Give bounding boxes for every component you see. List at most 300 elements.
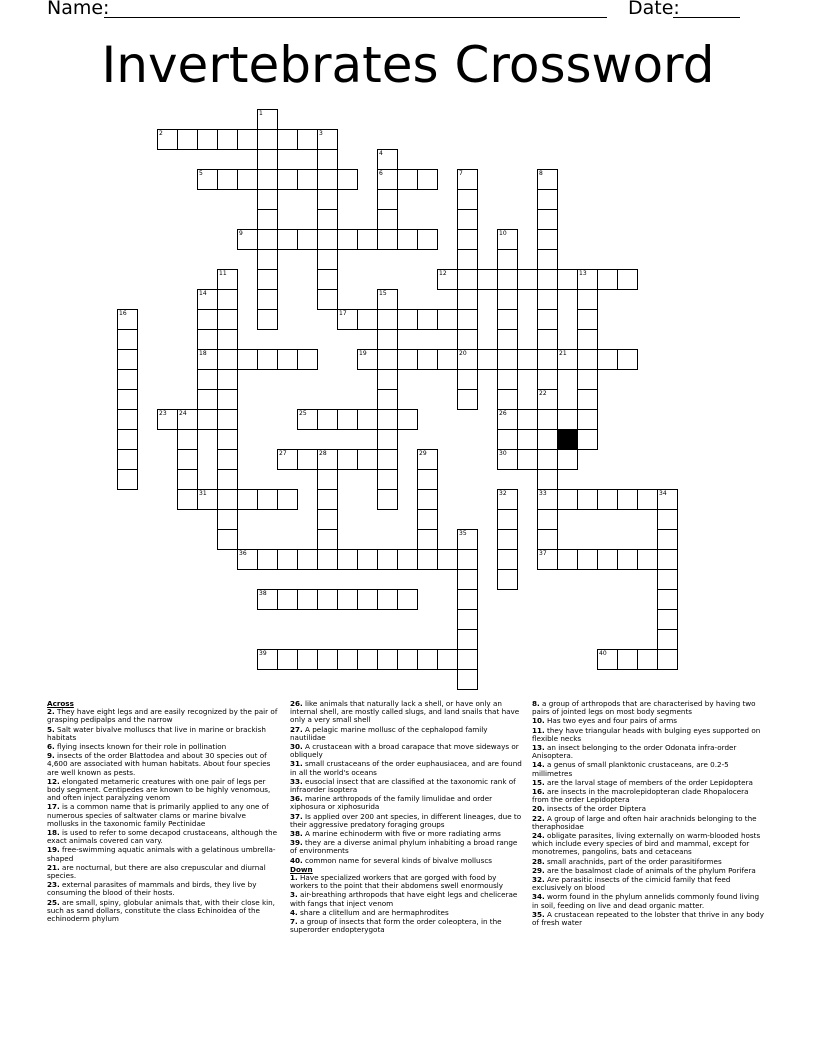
crossword-cell[interactable] (497, 449, 518, 470)
crossword-cell[interactable] (317, 269, 338, 290)
puzzle-title: Invertebrates Crossword (101, 36, 715, 94)
crossword-cell[interactable] (177, 489, 198, 510)
crossword-cell[interactable] (317, 509, 338, 530)
crossword-cell[interactable] (657, 649, 678, 670)
crossword-cell[interactable] (177, 449, 198, 470)
crossword-cell[interactable] (657, 569, 678, 590)
crossword-cell[interactable] (197, 329, 218, 350)
crossword-cell[interactable] (577, 549, 598, 570)
crossword-cell[interactable] (597, 489, 618, 510)
crossword-cell[interactable] (457, 269, 478, 290)
crossword-cell[interactable] (457, 169, 478, 190)
clue-item (290, 813, 522, 829)
crossword-cell[interactable] (537, 429, 558, 450)
crossword-cell[interactable] (457, 369, 478, 390)
crossword-cell[interactable] (437, 549, 458, 570)
crossword-cell[interactable] (217, 369, 238, 390)
crossword-cell[interactable] (377, 489, 398, 510)
crossword-cell[interactable] (537, 329, 558, 350)
crossword-cell[interactable] (297, 649, 318, 670)
crossword-cell[interactable] (157, 409, 178, 430)
crossword-cell[interactable] (417, 229, 438, 250)
clue-item (47, 803, 279, 828)
crossword-cell[interactable] (257, 109, 278, 130)
crossword-cell[interactable] (457, 629, 478, 650)
crossword-cell[interactable] (557, 349, 578, 370)
crossword-cell[interactable] (377, 589, 398, 610)
crossword-cell[interactable] (217, 389, 238, 410)
crossword-cell[interactable] (237, 229, 258, 250)
crossword-cell[interactable] (297, 169, 318, 190)
crossword-cell[interactable] (637, 649, 658, 670)
crossword-cell[interactable] (537, 349, 558, 370)
crossword-cell[interactable] (497, 349, 518, 370)
crossword-cell[interactable] (457, 389, 478, 410)
crossword-cell[interactable] (537, 549, 558, 570)
crossword-cell[interactable] (317, 129, 338, 150)
crossword-cell[interactable] (297, 589, 318, 610)
crossword-cell[interactable] (457, 529, 478, 550)
crossword-cell[interactable] (417, 529, 438, 550)
clue-number: 13 (579, 270, 587, 277)
crossword-cell[interactable] (237, 349, 258, 370)
crossword-cell[interactable] (217, 529, 238, 550)
crossword-cell[interactable] (357, 409, 378, 430)
crossword-cell[interactable] (377, 149, 398, 170)
crossword-cell[interactable] (617, 549, 638, 570)
crossword-cell[interactable] (337, 549, 358, 570)
crossword-cell[interactable] (157, 129, 178, 150)
crossword-cell[interactable] (277, 449, 298, 470)
crossword-cell[interactable] (657, 549, 678, 570)
crossword-cell[interactable] (357, 309, 378, 330)
crossword-cell[interactable] (197, 169, 218, 190)
crossword-cell[interactable] (217, 269, 238, 290)
crossword-cell[interactable] (517, 349, 538, 370)
crossword-cell[interactable] (557, 489, 578, 510)
crossword-cell[interactable] (277, 549, 298, 570)
crossword-cell[interactable] (517, 409, 538, 430)
crossword-cell[interactable] (397, 169, 418, 190)
clue-item (47, 743, 279, 751)
crossword-cell[interactable] (457, 609, 478, 630)
crossword-cell[interactable] (497, 389, 518, 410)
crossword-cell[interactable] (497, 309, 518, 330)
clue-number: 37 (539, 550, 547, 557)
crossword-cell[interactable] (597, 649, 618, 670)
crossword-cell[interactable] (357, 349, 378, 370)
crossword-cell[interactable] (557, 549, 578, 570)
crossword-cell[interactable] (117, 329, 138, 350)
crossword-cell[interactable] (537, 489, 558, 510)
crossword-cell[interactable] (377, 429, 398, 450)
crossword-cell[interactable] (457, 549, 478, 570)
crossword-cell[interactable] (597, 549, 618, 570)
crossword-cell[interactable] (417, 309, 438, 330)
crossword-cell[interactable] (117, 449, 138, 470)
crossword-cell[interactable] (317, 549, 338, 570)
crossword-cell[interactable] (437, 269, 458, 290)
crossword-cell[interactable] (117, 429, 138, 450)
clue-item-number: 34. (532, 892, 545, 902)
crossword-cell[interactable] (237, 549, 258, 570)
crossword-cell[interactable] (497, 549, 518, 570)
clue-column-2 (290, 700, 522, 935)
crossword-cell[interactable] (637, 489, 658, 510)
crossword-cell[interactable] (217, 329, 238, 350)
crossword-cell[interactable] (617, 269, 638, 290)
crossword-cell[interactable] (557, 409, 578, 430)
crossword-cell[interactable] (377, 369, 398, 390)
crossword-cell[interactable] (257, 489, 278, 510)
clue-item-number: 32. (532, 875, 545, 885)
crossword-cell[interactable] (477, 269, 498, 290)
crossword-cell[interactable] (497, 249, 518, 270)
clue-item-number: 39. (290, 838, 303, 848)
crossword-cell[interactable] (257, 169, 278, 190)
clue-item-text: small crustaceans of the order euphausiacea, and are found in all the world's oceans (290, 759, 522, 777)
crossword-cell[interactable] (297, 549, 318, 570)
crossword-cell[interactable] (537, 409, 558, 430)
clue-item (532, 858, 764, 866)
clue-item-text: A crustacean repeated to the lobster that thrive in any body of fresh water (532, 909, 765, 928)
crossword-cell[interactable] (117, 309, 138, 330)
crossword-cell[interactable] (577, 289, 598, 310)
crossword-cell[interactable] (657, 529, 678, 550)
crossword-cell[interactable] (657, 629, 678, 650)
crossword-cell[interactable] (377, 409, 398, 430)
crossword-cell[interactable] (217, 429, 238, 450)
crossword-cell[interactable] (337, 589, 358, 610)
crossword-cell[interactable] (457, 229, 478, 250)
crossword-cell[interactable] (477, 349, 498, 370)
crossword-cell[interactable] (277, 649, 298, 670)
crossword-cell[interactable] (317, 189, 338, 210)
crossword-cell[interactable] (657, 489, 678, 510)
crossword-cell[interactable] (297, 129, 318, 150)
clue-item (290, 909, 522, 917)
crossword-cell[interactable] (357, 229, 378, 250)
clue-item-number: 37. (290, 811, 303, 821)
crossword-cell[interactable] (257, 249, 278, 270)
crossword-cell[interactable] (257, 229, 278, 250)
crossword-cell[interactable] (277, 229, 298, 250)
crossword-cell[interactable] (277, 589, 298, 610)
crossword-cell[interactable] (517, 269, 538, 290)
crossword-cell[interactable] (577, 309, 598, 330)
crossword-cell[interactable] (317, 529, 338, 550)
crossword-cell[interactable] (317, 169, 338, 190)
crossword-cell[interactable] (537, 289, 558, 310)
clue-item (290, 760, 522, 776)
crossword-cell[interactable] (297, 409, 318, 430)
crossword-cell[interactable] (257, 129, 278, 150)
crossword-cell[interactable] (257, 289, 278, 310)
crossword-cell[interactable] (117, 409, 138, 430)
crossword-cell[interactable] (457, 189, 478, 210)
crossword-cell[interactable] (437, 349, 458, 370)
crossword-cell[interactable] (377, 289, 398, 310)
clue-item-number: 9. (47, 751, 55, 761)
clue-item-text: is used to refer to some decapod crustaceans, although the exact animals covered can vary. (47, 828, 278, 846)
crossword-cell[interactable] (497, 289, 518, 310)
crossword-cell[interactable] (317, 249, 338, 270)
crossword-cell[interactable] (497, 529, 518, 550)
crossword-cell[interactable] (457, 329, 478, 350)
crossword-cell[interactable] (217, 409, 238, 430)
crossword-cell[interactable] (197, 349, 218, 370)
crossword-cell[interactable] (237, 489, 258, 510)
crossword-cell[interactable] (237, 169, 258, 190)
crossword-cell[interactable] (457, 309, 478, 330)
crossword-cell[interactable] (197, 129, 218, 150)
crossword-cell[interactable] (257, 309, 278, 330)
crossword-cell[interactable] (537, 209, 558, 230)
crossword-cell[interactable] (257, 649, 278, 670)
crossword-cell[interactable] (537, 469, 558, 490)
crossword-cell[interactable] (217, 289, 238, 310)
crossword-cell[interactable] (377, 329, 398, 350)
crossword-cell[interactable] (537, 509, 558, 530)
crossword-cell[interactable] (217, 169, 238, 190)
crossword-cell[interactable] (317, 229, 338, 250)
crossword-cell[interactable] (217, 449, 238, 470)
crossword-cell[interactable] (457, 589, 478, 610)
crossword-cell[interactable] (457, 289, 478, 310)
crossword-cell[interactable] (657, 589, 678, 610)
clue-item-text: is a common name that is primarily applied to any one of numerous species of saltwater clams or marine bivalve mollusks in the taxonomic family Pectinidae (47, 802, 269, 828)
crossword-cell[interactable] (617, 349, 638, 370)
crossword-cell[interactable] (377, 229, 398, 250)
crossword-cell[interactable] (537, 309, 558, 330)
clue-number: 10 (499, 230, 507, 237)
crossword-cell[interactable] (457, 569, 478, 590)
crossword-cell[interactable] (257, 149, 278, 170)
crossword-cell[interactable] (217, 509, 238, 530)
crossword-cell[interactable] (537, 189, 558, 210)
crossword-cell[interactable] (457, 669, 478, 690)
crossword-cell[interactable] (437, 309, 458, 330)
crossword-cell[interactable] (617, 649, 638, 670)
crossword-cell[interactable] (617, 489, 638, 510)
crossword-cell[interactable] (257, 209, 278, 230)
crossword-cell[interactable] (497, 229, 518, 250)
crossword-cell[interactable] (317, 489, 338, 510)
crossword-cell[interactable] (577, 349, 598, 370)
crossword-cell[interactable] (597, 349, 618, 370)
crossword-cell[interactable] (317, 589, 338, 610)
crossword-cell[interactable] (377, 349, 398, 370)
crossword-cell[interactable] (597, 269, 618, 290)
crossword-cell[interactable] (177, 429, 198, 450)
clue-number: 25 (299, 410, 307, 417)
crossword-cell[interactable] (417, 349, 438, 370)
clue-number: 18 (199, 350, 207, 357)
crossword-cell[interactable] (377, 169, 398, 190)
crossword-cell[interactable] (377, 549, 398, 570)
crossword-cell[interactable] (317, 449, 338, 470)
crossword-cell[interactable] (577, 369, 598, 390)
crossword-cell[interactable] (417, 489, 438, 510)
crossword-cell[interactable] (417, 169, 438, 190)
crossword-cell[interactable] (657, 509, 678, 530)
crossword-cell[interactable] (497, 409, 518, 430)
crossword-cell[interactable] (417, 649, 438, 670)
crossword-cell[interactable] (217, 129, 238, 150)
crossword-cell[interactable] (497, 369, 518, 390)
clue-item-number: 35. (532, 909, 545, 919)
crossword-cell[interactable] (337, 229, 358, 250)
crossword-cell[interactable] (577, 389, 598, 410)
crossword-cell[interactable] (457, 649, 478, 670)
crossword-cell[interactable] (257, 549, 278, 570)
clue-heading-down: Down (290, 864, 313, 874)
clue-item-number: 27. (290, 724, 303, 734)
crossword-cell[interactable] (377, 449, 398, 470)
crossword-cell[interactable] (317, 209, 338, 230)
clue-item-text: are insects in the macrolepidopteran clade Rhopalocera from the order Lepidoptera (532, 787, 749, 805)
crossword-cell[interactable] (277, 169, 298, 190)
crossword-cell[interactable] (197, 389, 218, 410)
crossword-cell[interactable] (177, 409, 198, 430)
crossword-cell[interactable] (117, 369, 138, 390)
clue-item-number: 10. (532, 716, 545, 726)
crossword-cell[interactable] (177, 129, 198, 150)
crossword-cell[interactable] (457, 249, 478, 270)
crossword-cell[interactable] (377, 469, 398, 490)
crossword-cell[interactable] (217, 309, 238, 330)
crossword-cell[interactable] (197, 289, 218, 310)
crossword-cell[interactable] (577, 329, 598, 350)
clue-item (532, 779, 764, 787)
crossword-cell[interactable] (537, 269, 558, 290)
crossword-cell[interactable] (297, 449, 318, 470)
clue-item-text: are the basalmost clade of animals of the phylum Porifera (544, 865, 756, 875)
clue-number: 31 (199, 490, 207, 497)
crossword-cell[interactable] (417, 469, 438, 490)
crossword-cell[interactable] (237, 129, 258, 150)
crossword-cell[interactable] (557, 269, 578, 290)
crossword-cell[interactable] (217, 489, 238, 510)
crossword-cell[interactable] (517, 449, 538, 470)
crossword-cell[interactable] (397, 349, 418, 370)
crossword-cell[interactable] (397, 409, 418, 430)
crossword-cell[interactable] (417, 549, 438, 570)
crossword-cell[interactable] (577, 269, 598, 290)
crossword-cell[interactable] (297, 229, 318, 250)
crossword-cell[interactable] (497, 489, 518, 510)
crossword-cell[interactable] (357, 549, 378, 570)
crossword-cell[interactable] (537, 389, 558, 410)
clue-item-number: 13. (532, 743, 545, 753)
crossword-cell[interactable] (637, 549, 658, 570)
clue-item-number: 7. (290, 917, 298, 927)
crossword-cell[interactable] (497, 569, 518, 590)
crossword-cell[interactable] (257, 189, 278, 210)
crossword-cell[interactable] (437, 649, 458, 670)
crossword-cell[interactable] (337, 649, 358, 670)
crossword-cell[interactable] (177, 469, 198, 490)
crossword-cell[interactable] (337, 449, 358, 470)
crossword-cell[interactable] (537, 249, 558, 270)
crossword-cell[interactable] (557, 449, 578, 470)
crossword-cell[interactable] (277, 489, 298, 510)
crossword-cell[interactable] (397, 549, 418, 570)
crossword-cell[interactable] (377, 209, 398, 230)
crossword-cell[interactable] (537, 169, 558, 190)
crossword-cell[interactable] (537, 229, 558, 250)
crossword-cell[interactable] (497, 329, 518, 350)
crossword-cell[interactable] (417, 449, 438, 470)
clue-item-number: 26. (290, 699, 303, 708)
crossword-cell[interactable] (257, 349, 278, 370)
crossword-cell[interactable] (357, 589, 378, 610)
crossword-cell[interactable] (497, 509, 518, 530)
crossword-cell[interactable] (377, 309, 398, 330)
crossword-cell[interactable] (397, 309, 418, 330)
crossword-cell[interactable] (377, 389, 398, 410)
crossword-cell[interactable] (317, 649, 338, 670)
crossword-cell[interactable] (217, 469, 238, 490)
crossword-cell[interactable] (457, 349, 478, 370)
crossword-cell[interactable] (377, 649, 398, 670)
crossword-cell[interactable] (337, 409, 358, 430)
crossword-cell[interactable] (397, 589, 418, 610)
crossword-cell[interactable] (377, 189, 398, 210)
crossword-cell[interactable] (317, 149, 338, 170)
clue-number: 1 (259, 110, 263, 117)
crossword-cell[interactable] (357, 449, 378, 470)
crossword-cell[interactable] (317, 469, 338, 490)
crossword-cell[interactable] (417, 509, 438, 530)
crossword-cell[interactable] (577, 429, 598, 450)
crossword-cell[interactable] (197, 489, 218, 510)
crossword-cell[interactable] (577, 409, 598, 430)
crossword-cell[interactable] (197, 369, 218, 390)
crossword-cell[interactable] (197, 409, 218, 430)
crossword-cell[interactable] (117, 389, 138, 410)
crossword-cell[interactable] (397, 229, 418, 250)
crossword-cell[interactable] (337, 169, 358, 190)
clue-number: 16 (119, 310, 127, 317)
crossword-cell[interactable] (257, 269, 278, 290)
crossword-cell[interactable] (317, 409, 338, 430)
crossword-cell[interactable] (277, 349, 298, 370)
crossword-cell[interactable] (277, 129, 298, 150)
crossword-cell[interactable] (537, 449, 558, 470)
crossword-cell[interactable] (657, 609, 678, 630)
crossword-cell[interactable] (117, 469, 138, 490)
crossword-cell[interactable] (497, 269, 518, 290)
clue-item-number: 24. (532, 831, 545, 841)
clue-item-number: 22. (532, 813, 545, 823)
crossword-cell[interactable] (117, 349, 138, 370)
crossword-cell[interactable] (497, 429, 518, 450)
crossword-cell[interactable] (317, 289, 338, 310)
crossword-cell[interactable] (537, 529, 558, 550)
crossword-cell[interactable] (457, 209, 478, 230)
crossword-cell[interactable] (257, 589, 278, 610)
crossword-cell[interactable] (297, 349, 318, 370)
clue-number: 35 (459, 530, 467, 537)
crossword-cell[interactable] (537, 369, 558, 390)
crossword-cell[interactable] (397, 649, 418, 670)
crossword-cell[interactable] (197, 309, 218, 330)
crossword-cell[interactable] (357, 649, 378, 670)
crossword-cell[interactable] (337, 309, 358, 330)
crossword-cell[interactable] (577, 489, 598, 510)
crossword-cell[interactable] (217, 349, 238, 370)
